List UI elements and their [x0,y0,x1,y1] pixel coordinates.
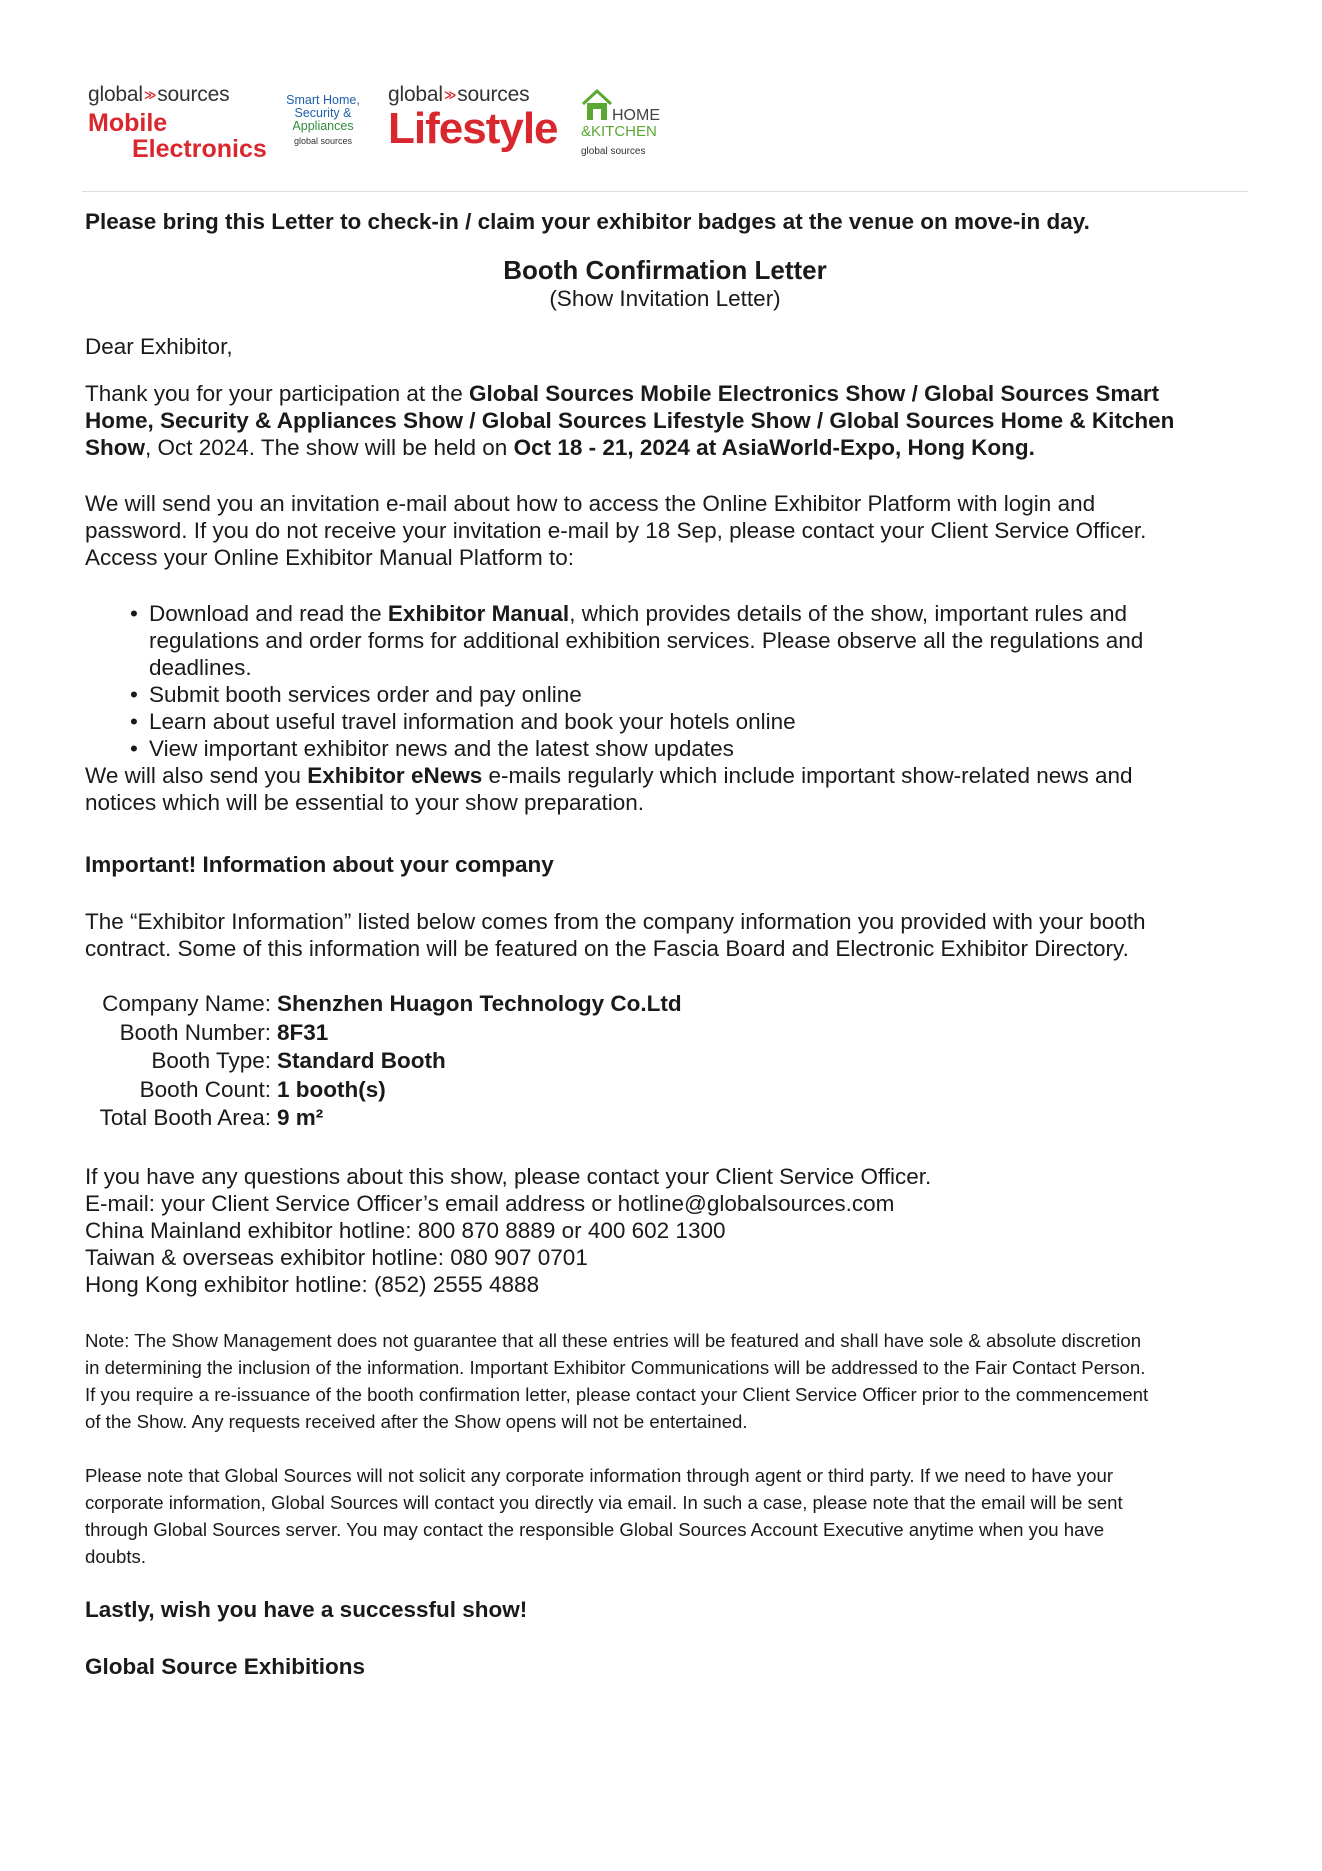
mobile-electronics-logo [88,83,267,163]
privacy-line: doubts. [85,1546,146,1567]
bullet-text: , which provides details of the show, important rules and [569,601,1127,626]
list-item [130,600,1240,681]
global-sources-mark-icon: ≫ [443,88,457,102]
note-line: in determining the inclusion of the information. Important Exhibitor Communications will be addressed to the Fair Contact Person. [85,1357,1146,1378]
signature: Global Source Exhibitions [85,1654,366,1679]
logo-text-sources: sources [457,83,530,106]
note-paragraph [85,1327,1250,1435]
booth-count: 1 booth(s) [277,1076,386,1102]
logo-text-global: global [388,83,443,106]
booth-count-row [85,1076,682,1105]
company-info-table [85,990,682,1133]
logo-text-home: HOME [612,107,660,124]
booth-number: 8F31 [277,1019,329,1045]
paragraph-line: The “Exhibitor Information” listed below comes from the company information you provided with your booth [85,909,1146,934]
bullet-text: Download and read the [149,601,388,626]
intro-shows: Show [85,435,145,460]
contact-email-line: E-mail: your Client Service Officer’s email address or hotline@globalsources.com [85,1191,895,1216]
logo-text-appliances: Appliances [292,119,354,133]
booth-area-row [85,1104,682,1133]
logo-text-sources: sources [157,83,230,106]
house-icon [581,88,613,122]
privacy-line: Please note that Global Sources will not solicit any corporate information through agent or third party. If we need to have your [85,1465,1114,1486]
important-heading: Important! Information about your company [85,852,554,877]
paragraph-text: We will also send you [85,763,308,788]
booth-type: Standard Booth [277,1048,446,1073]
closing-line: Lastly, wish you have a successful show! [85,1597,528,1622]
logo-text-kitchen: &KITCHEN [581,123,657,140]
contact-line: If you have any questions about this show, please contact your Client Service Officer. [85,1164,932,1189]
logo-text-smart-footer: global sources [293,136,353,146]
privacy-line: corporate information, Global Sources will contact you directly via email. In such a case, please note that the email will be sent [85,1492,1123,1513]
logo-text-smart-home: Smart Home, [286,93,360,107]
logo-text-home-footer: global sources [581,146,646,157]
exhibitor-info-paragraph [85,908,1250,962]
note-line: of the Show. Any requests received after the Show opens will not be entertained. [85,1411,748,1432]
exhibitor-enews-text: Exhibitor eNews [307,763,483,788]
field-label: Company Name: [102,991,271,1016]
bullet-text: regulations and order forms for additional exhibition services. Please observe all the regulations and [149,628,1144,653]
contact-paragraph [85,1163,1250,1298]
privacy-paragraph [85,1462,1250,1570]
checkin-notice: Please bring this Letter to check-in / claim your exhibitor badges at the venue on move-in day. [85,209,1090,234]
intro-shows: Home, Security & Appliances Show / Global Sources Lifestyle Show / Global Sources Home & Kitchen [85,408,1175,433]
logo-row [88,84,788,164]
contact-hotline-line: Hong Kong exhibitor hotline: (852) 2555 4888 [85,1272,540,1297]
paragraph-line: contract. Some of this information will be featured on the Fascia Board and Electronic Exhibitor Directory. [85,936,1129,961]
intro-text: Thank you for your participation at the [85,381,469,406]
platform-bullet-list [130,600,1240,762]
paragraph-line: We will send you an invitation e-mail about how to access the Online Exhibitor Platform with login and [85,491,1096,516]
exhibitor-manual-text: Exhibitor Manual [387,601,570,626]
paragraph-line: password. If you do not receive your invitation e-mail by 18 Sep, please contact your Client Service Officer. [85,518,1147,543]
page-title: Booth Confirmation Letter [503,255,827,285]
list-item: • Learn about useful travel information and book your hotels online [130,708,1240,735]
privacy-line: through Global Sources server. You may contact the responsible Global Sources Account Executive anytime when you have [85,1519,1105,1540]
intro-text: , Oct 2024. The show will be held on [145,435,514,460]
show-dates-venue: Oct 18 - 21, 2024 at AsiaWorld-Expo, Hong Kong. [513,435,1035,460]
paragraph-line: notices which will be essential to your show preparation. [85,790,645,815]
logo-text-lifestyle: Lifestyle [388,104,558,153]
logo-text-global: global [88,83,143,106]
lifestyle-logo [388,83,568,153]
booth-number-row [85,1019,682,1048]
booth-area: 9 m² [277,1105,324,1130]
logo-text-security: Security & [294,106,352,120]
note-line: If you require a re-issuance of the booth confirmation letter, please contact your Client Service Officer prior to the commencement [85,1384,1149,1405]
global-sources-mark-icon: ≫ [143,88,157,102]
paragraph-text: e-mails regularly which include important show-related news and [482,763,1133,788]
contact-hotline-line: Taiwan & overseas exhibitor hotline: 080 907 0701 [85,1245,588,1270]
list-item: • Submit booth services order and pay online [130,681,1240,708]
enews-paragraph [85,762,1250,816]
logo-text-electronics: Electronics [132,135,267,163]
field-label: Booth Type: [151,1048,271,1073]
page-subtitle: (Show Invitation Letter) [549,286,781,311]
field-label: Booth Count: [139,1076,271,1102]
field-label: Total Booth Area: [99,1105,271,1130]
note-line: Note: The Show Management does not guarantee that all these entries will be featured and shall have sole & absolute discretion [85,1330,1142,1351]
smart-home-logo [278,94,368,146]
bullet-text: deadlines. [149,655,252,680]
contact-hotline-line: China Mainland exhibitor hotline: 800 870 8889 or 400 602 1300 [85,1218,726,1243]
intro-paragraph [85,380,1250,461]
paragraph-line: Access your Online Exhibitor Manual Platform to: [85,545,574,570]
company-name-row [85,990,682,1019]
field-label: Booth Number: [119,1019,271,1045]
greeting: Dear Exhibitor, [85,334,233,359]
company-name: Shenzhen Huagon Technology Co.Ltd [277,991,682,1016]
booth-type-row [85,1047,682,1076]
logo-text-mobile: Mobile [88,109,168,137]
header-divider [82,191,1248,192]
list-item: • View important exhibitor news and the latest show updates [130,735,1240,762]
invitation-paragraph [85,490,1250,571]
intro-shows: Global Sources Mobile Electronics Show / Global Sources Smart [468,381,1160,406]
